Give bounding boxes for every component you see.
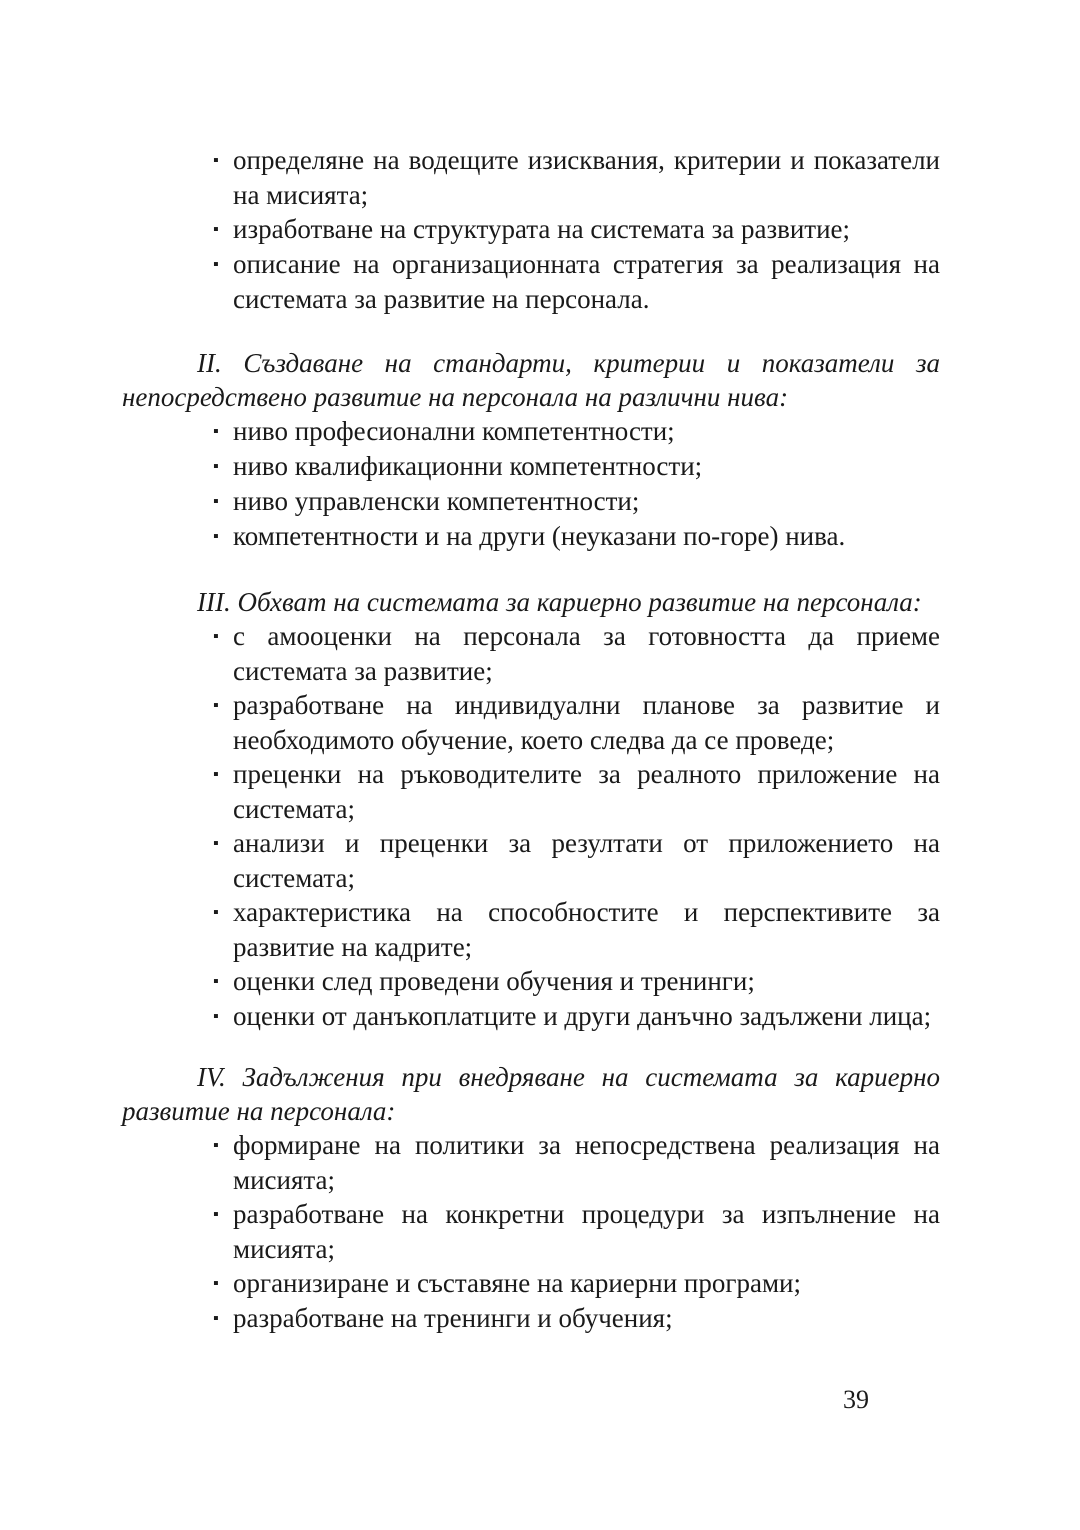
bullet-icon: ▪	[213, 528, 219, 545]
bullet-icon: ▪	[213, 256, 219, 273]
list-item: ▪ разработване на индивидуални планове за развитие и необходимото обучение, което следва да се проведе;	[213, 690, 940, 755]
list-item: ▪ оценки след проведени обучения и тренинги;	[197, 964, 940, 999]
list-item: ▪ формиране на политики за непосредствена реализация на мисията;	[213, 1130, 940, 1195]
bullet-icon: ▪	[213, 493, 219, 510]
bullet-icon: ▪	[213, 1206, 219, 1223]
list-item: ▪ характеристика на способностите и перспективите за развитие на кадрите;	[213, 897, 940, 962]
bullet-icon: ▪	[213, 1008, 219, 1025]
section-3	[122, 585, 940, 1034]
bullet-icon: ▪	[213, 458, 219, 475]
list-item: ▪ изработване на структурата на системата за развитие;	[197, 212, 940, 247]
bullet-icon: ▪	[213, 221, 219, 238]
bullet-icon: ▪	[213, 152, 219, 169]
list-item: ▪ описание на организационната стратегия за реализация на системата за развитие на персонала.	[213, 249, 940, 314]
list-item: ▪ разработване на тренинги и обучения;	[197, 1301, 940, 1336]
list-item: ▪ с амооценки на персонала за готовността да приеме системата за развитие;	[213, 621, 940, 686]
bullet-icon: ▪	[213, 1310, 219, 1327]
section-heading: IV. Задължения при внедряване на системата за кариерно развитие на персонала:	[122, 1062, 940, 1126]
bullet-icon: ▪	[213, 1137, 219, 1154]
section-3-list	[122, 619, 940, 1034]
bullet-icon: ▪	[213, 1275, 219, 1292]
list-item: ▪ оценки от данъкоплатците и други данъчно задължени лица;	[197, 999, 940, 1034]
section-4	[122, 1060, 940, 1336]
bullet-icon: ▪	[213, 628, 219, 645]
bullet-icon: ▪	[213, 973, 219, 990]
list-item: ▪ преценки на ръководителите за реалното приложение на системата;	[213, 759, 940, 824]
section-4-list	[122, 1128, 940, 1336]
list-item: ▪ ниво управленски компетентности;	[197, 484, 940, 519]
bullet-icon: ▪	[213, 835, 219, 852]
list-item: ▪ ниво професионални компетентности;	[197, 414, 940, 449]
section-heading: II. Създаване на стандарти, критерии и показатели за непосредствено развитие на персонала на различни нива:	[122, 348, 940, 412]
list-item: ▪ определяне на водещите изисквания, критерии и показатели на мисията;	[213, 145, 940, 210]
bullet-icon: ▪	[213, 904, 219, 921]
bullet-icon: ▪	[213, 697, 219, 714]
list-item: ▪ анализи и преценки за резултати от приложението на системата;	[213, 828, 940, 893]
section-heading: III. Обхват на системата за кариерно развитие на персонала:	[197, 587, 922, 617]
section-1	[122, 143, 940, 316]
list-item: ▪ ниво квалификационни компетентности;	[197, 449, 940, 484]
section-2	[122, 346, 940, 554]
bullet-icon: ▪	[213, 423, 219, 440]
bullet-icon: ▪	[213, 766, 219, 783]
section-2-list	[122, 414, 940, 554]
list-item: ▪ организиране и съставяне на кариерни програми;	[197, 1266, 940, 1301]
page-number: 39	[843, 1385, 869, 1414]
section-1-list	[122, 143, 940, 316]
list-item: ▪ разработване на конкретни процедури за изпълнение на мисията;	[213, 1199, 940, 1264]
list-item: ▪ компетентности и на други (неуказани по-горе) нива.	[197, 519, 940, 554]
